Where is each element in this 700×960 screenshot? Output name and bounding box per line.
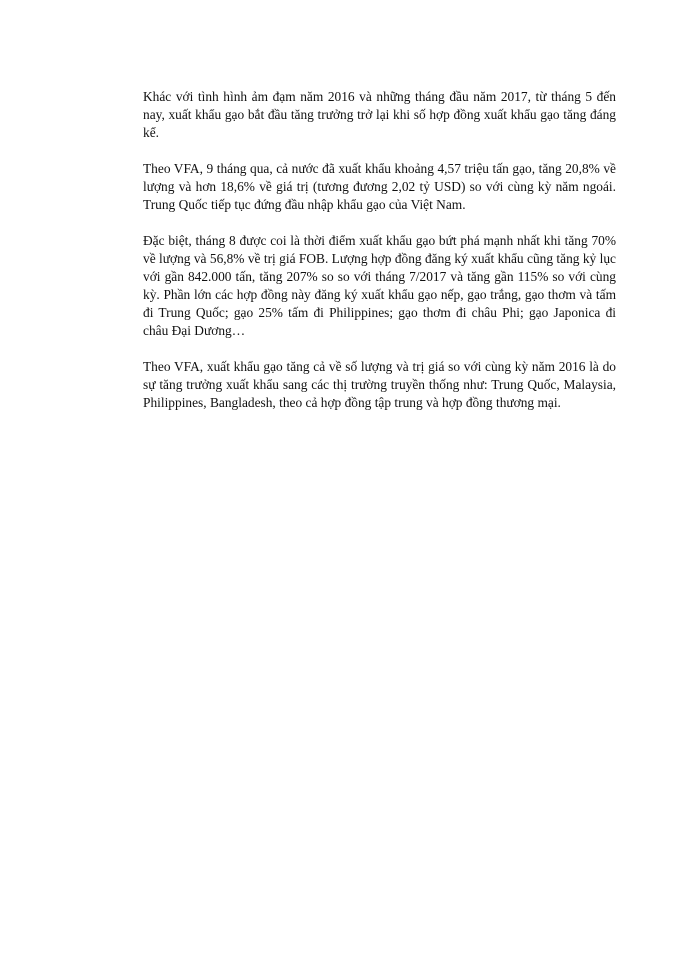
paragraph-4: Theo VFA, xuất khẩu gạo tăng cả về số lượng và trị giá so với cùng kỳ năm 2016 là do sự tăng trưởng xuất khẩu sang các thị trường truyền thống như: Trung Quốc, Malaysia, Philippines, Bangladesh, theo cả hợp đồng tập trung và hợp đồng thương mại. bbox=[143, 359, 616, 410]
paragraph-3: Đặc biệt, tháng 8 được coi là thời điểm xuất khẩu gạo bứt phá mạnh nhất khi tăng 70% về lượng và 56,8% về trị giá FOB. Lượng hợp đồng đăng ký xuất khẩu cũng tăng kỷ lục với gần 842.000 tấn, tăng 207% so so với tháng 7/2017 và tăng gần 115% so với cùng kỳ. Phần lớn các hợp đồng này đăng ký xuất khẩu gạo nếp, gạo trắng, gạo thơm và tấm đi Trung Quốc; gạo 25% tấm đi Philippines; gạo thơm đi châu Phi; gạo Japonica đi châu Đại Dương… bbox=[143, 233, 616, 338]
paragraph-2: Theo VFA, 9 tháng qua, cả nước đã xuất khẩu khoảng 4,57 triệu tấn gạo, tăng 20,8% về lượng và hơn 18,6% về giá trị (tương đương 2,02 tỷ USD) so với cùng kỳ năm ngoái. Trung Quốc tiếp tục đứng đầu nhập khẩu gạo của Việt Nam. bbox=[143, 161, 616, 212]
document-body bbox=[143, 88, 616, 430]
paragraph-1: Khác với tình hình ảm đạm năm 2016 và những tháng đầu năm 2017, từ tháng 5 đến nay, xuất khẩu gạo bắt đầu tăng trưởng trở lại khi số hợp đồng xuất khẩu gạo tăng đáng kể. bbox=[143, 89, 616, 140]
